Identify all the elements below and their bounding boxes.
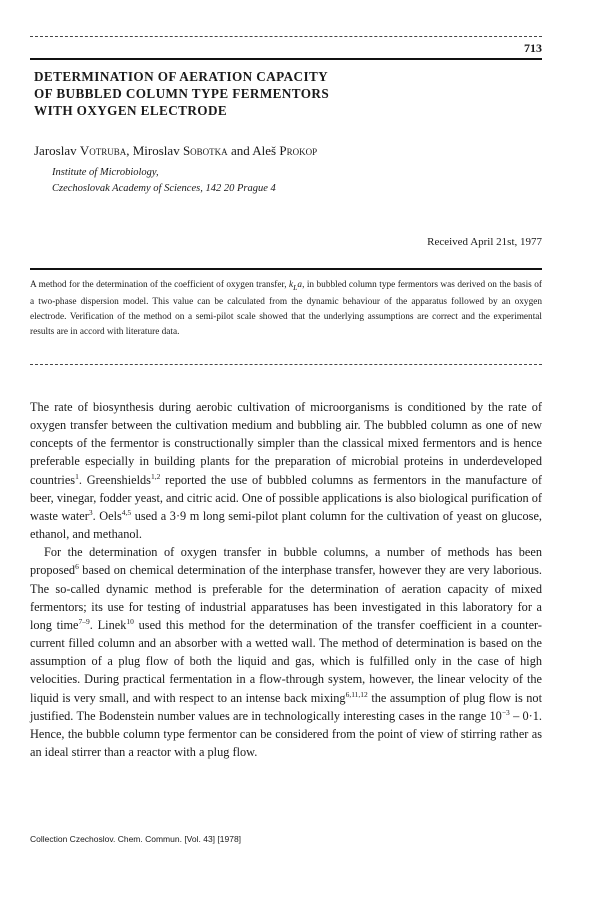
affiliation xyxy=(52,165,276,197)
author-first-name: Miroslav xyxy=(132,143,183,158)
abstract xyxy=(30,278,542,339)
page-number: 713 xyxy=(524,41,542,55)
author-separator: and xyxy=(227,143,253,158)
exponent: −3 xyxy=(501,707,510,717)
title-line: WITH OXYGEN ELECTRODE xyxy=(34,103,228,118)
affiliation-line: Institute of Microbiology, xyxy=(52,167,159,178)
author-first-name: Aleš xyxy=(252,143,280,158)
text-run: used a 3·9 m long semi-pilot plant column for the cultivation of yeast on glucose, ethanol, and methanol. xyxy=(30,508,542,542)
received-date: Received April 21st, 1977 xyxy=(427,236,542,248)
text-run: – 0·1. Hence, the bubble column type fermentor can be considered from the point of view of stirring rather as an ideal stirrer than a reactor with a plug flow. xyxy=(30,708,542,759)
citation: 3 xyxy=(88,507,93,517)
citation: 1 xyxy=(75,471,79,481)
citation: 1,2 xyxy=(150,471,161,481)
paragraph xyxy=(30,543,542,761)
abstract-top-rule xyxy=(30,268,542,270)
text-run: the assumption of plug flow is not justified. The Bodenstein number values are in technologically interesting cases in the range 10 xyxy=(30,690,542,723)
abstract-text: , in bubbled column type fermentors was derived on the basis of a two-phase dispersion model. This value can be calculated from the dynamic behaviour of the apparatus followed by an oxygen electrode. Verification of the method on a semi-pilot scale showed that the underlying assumptions are correct and the experimental results are in accord with literature data. xyxy=(30,280,542,337)
author-separator: , xyxy=(126,143,133,158)
top-rule xyxy=(30,36,542,37)
text-run: . Linek xyxy=(89,617,127,632)
journal-footer: Collection Czechoslov. Chem. Commun. [Vol. 43] [1978] xyxy=(30,834,242,844)
title-line: DETERMINATION OF AERATION CAPACITY xyxy=(34,69,329,84)
header-rule xyxy=(30,58,542,60)
article-title xyxy=(34,68,554,119)
affiliation-line: Czechoslovak Academy of Sciences, 142 20 Prague 4 xyxy=(52,183,276,194)
body-text xyxy=(30,398,542,761)
text-run: For the determination of oxygen transfer in bubble columns, a number of methods has been proposed xyxy=(30,545,542,578)
abstract-symbol: a xyxy=(297,280,303,290)
citation: 6 xyxy=(75,562,79,572)
author-list xyxy=(34,143,317,159)
title-line: OF BUBBLED COLUMN TYPE FERMENTORS xyxy=(34,86,330,101)
author-last-name: Votruba xyxy=(79,143,127,158)
text-run: . Oels xyxy=(92,508,122,523)
abstract-bottom-rule xyxy=(30,364,542,365)
citation: 10 xyxy=(126,616,134,626)
citation: 4,5 xyxy=(121,507,132,517)
citation: 6,11,12 xyxy=(345,689,368,699)
citation: 7–9 xyxy=(78,616,90,626)
text-run: reported the use of bubbled columns as fermentors in the manufacture of beer, vinegar, fodder yeast, and citric acid. One of possible applications is also biological purification of waste water xyxy=(30,472,542,523)
author-last-name: Sobotka xyxy=(182,143,228,158)
text-run: used this method for the determination of the transfer coefficient in a counter-current filled column and an absorber with a wetted wall. The method of determination is based on the assumption of a plug flow of both the liquid and gas, which is fulfilled only in the case of high velocities. During practical fermentation in a flow-through system, however, the linear velocity of the liquid is very small, and with respect to an intense back mixing xyxy=(30,617,543,705)
abstract-symbol: k xyxy=(288,280,294,290)
abstract-symbol-subscript: L xyxy=(293,282,298,292)
paragraph xyxy=(30,398,542,543)
text-run: The rate of biosynthesis during aerobic cultivation of microorganisms is conditioned by the rate of oxygen transfer between the cultivation medium and bubbling air. The bubbled column as one of new concepts of the fermentor is constructionally simpler than the classical mixed fermentors and is hence preferable especially in building plants for the preparation of microbial proteins in underdeveloped countries xyxy=(30,400,542,487)
author-last-name: Prokop xyxy=(279,143,318,158)
text-run: based on chemical determination of the interphase transfer, however they are very laborious. The so-called dynamic method is preferable for the determination of aeration capacity of mixed fermentors; its use for testing of industrial apparatuses has been investigated in this laboratory for a long time xyxy=(30,563,542,632)
text-run: . Greenshields xyxy=(78,472,151,487)
author-first-name: Jaroslav xyxy=(34,143,80,158)
abstract-text: A method for the determination of the coefficient of oxygen transfer, xyxy=(30,280,289,290)
